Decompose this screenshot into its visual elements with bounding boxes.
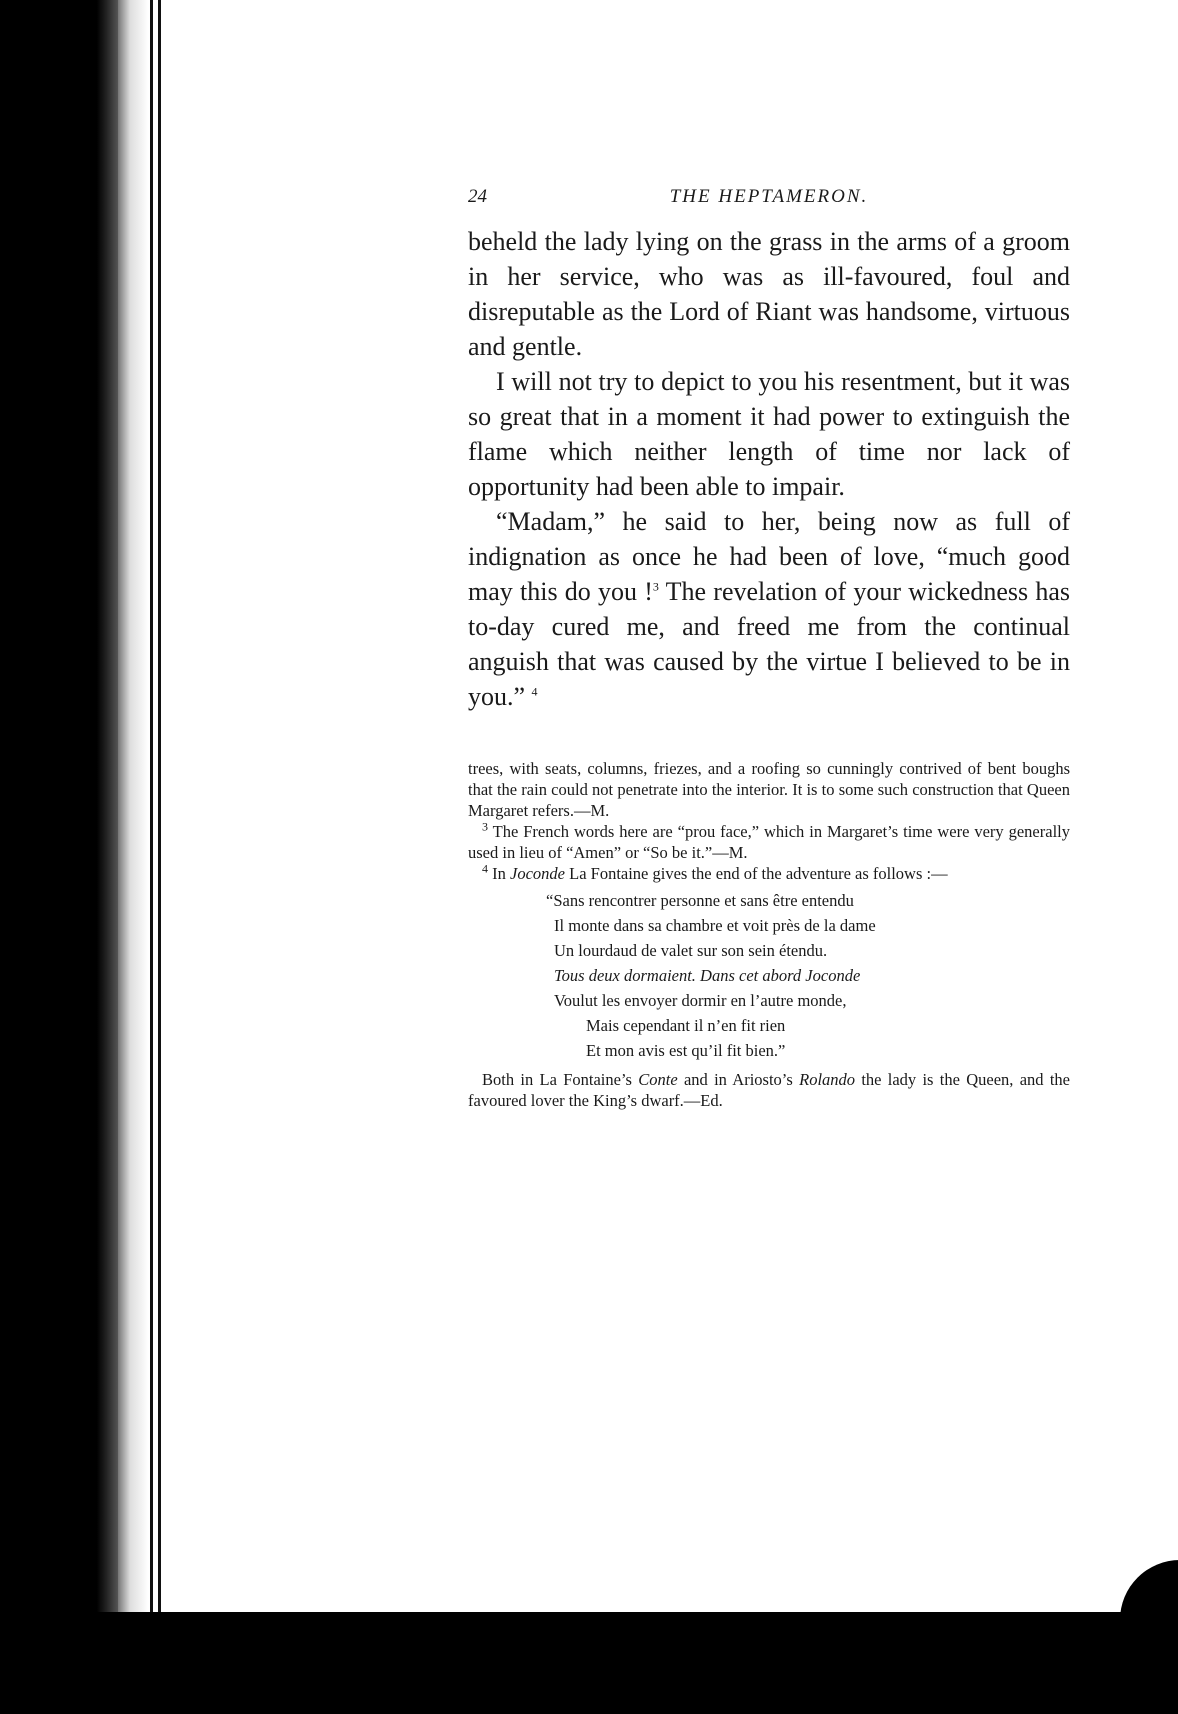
paragraph-1: beheld the lady lying on the grass in the arms of a groom in her service, who was as ill-favoured, foul and disreputable as the Lord of Riant was handsome, virtuous and gentle.	[468, 227, 1070, 361]
footnote-ref-4: 4	[531, 684, 538, 699]
gutter-edge	[118, 0, 148, 1714]
footnotes	[468, 758, 1070, 1111]
editor-note	[468, 1069, 1070, 1111]
editor-note-text: the lady is the Queen, and the favoured lover the King’s dwarf.—Ed.	[468, 1070, 1070, 1110]
paragraph-3-text-cont: The revelation of your wickedness has to-day cured me, and freed me from the continual anguish that was caused by the virtue I believed to be in you.”	[468, 577, 1070, 711]
paragraph-3-text: “Madam,” he said to her, being now as full of indignation as once he had been of love, “much good may this do you !	[468, 507, 1070, 606]
footnote-4-post: La Fontaine gives the end of the adventure as follows :—	[564, 864, 948, 883]
paragraph-3	[468, 504, 1070, 714]
running-head	[468, 186, 1070, 216]
editor-note-rolando: Rolando	[799, 1070, 856, 1089]
book-gutter-shadow	[0, 0, 118, 1714]
gutter-line	[158, 0, 161, 1630]
scan-bottom-edge	[0, 1612, 1178, 1714]
scan-corner	[1120, 1560, 1178, 1620]
footnote-mark-4: 4	[482, 861, 488, 876]
page-number: 24	[468, 186, 487, 207]
footnote-3-text: The French words here are “prou face,” which in Margaret’s time were very generally used in lieu of “Amen” or “So be it.”—M.	[468, 822, 1070, 862]
body-text	[468, 224, 1070, 714]
verse-line: “Sans rencontrer personne et sans être entendu	[546, 891, 854, 910]
verse-line: Voulut les envoyer dormir en l’autre monde,	[554, 991, 847, 1010]
verse-quotation	[546, 888, 1070, 1063]
editor-note-text: and in Ariosto’s	[677, 1070, 800, 1089]
footnote-4-pre: In	[488, 864, 510, 883]
footnote-4	[468, 863, 1070, 884]
book-page	[468, 186, 1070, 1111]
footnote-ref-3: 3	[652, 579, 659, 594]
verse-line: Tous deux dormaient. Dans cet abord Joconde	[554, 966, 861, 985]
footnote-mark-3: 3	[482, 819, 488, 834]
editor-note-text: Both in La Fontaine’s	[482, 1070, 639, 1089]
verse-line: Mais cependant il n’en fit rien	[586, 1016, 786, 1035]
verse-line: Il monte dans sa chambre et voit près de la dame	[554, 916, 876, 935]
editor-note-conte: Conte	[638, 1070, 678, 1089]
verse-line: Et mon avis est qu’il fit bien.”	[586, 1041, 786, 1060]
footnote-3	[468, 821, 1070, 863]
gutter-line	[150, 0, 153, 1630]
footnote-4-title: Joconde	[510, 864, 565, 883]
verse-line: Un lourdaud de valet sur son sein étendu.	[554, 941, 828, 960]
footnote-continuation: trees, with seats, columns, friezes, and a roofing so cunningly contrived of bent boughs that the rain could not penetrate into the interior. It is to some such construction that Queen Margaret refers.—M.	[468, 759, 1070, 820]
paragraph-2: I will not try to depict to you his resentment, but it was so great that in a moment it had power to extinguish the flame which neither length of time nor lack of opportunity had been able to impair.	[468, 367, 1070, 501]
running-title: THE HEPTAMERON.	[669, 186, 869, 207]
